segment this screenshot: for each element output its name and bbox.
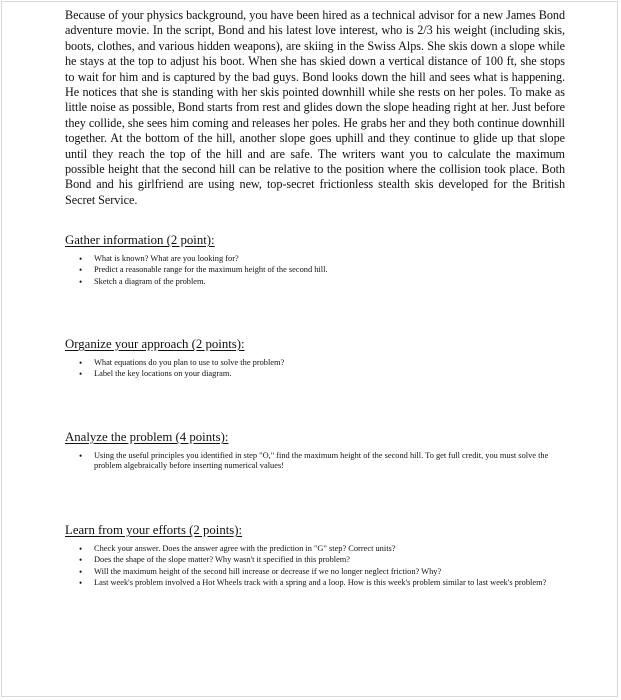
section-learn-from-efforts [65, 522, 565, 589]
section-title-analyze: Analyze the problem (4 points): [65, 430, 229, 444]
bullet-icon: • [79, 555, 83, 566]
list-item: • What equations do you plan to use to solve the problem? [79, 358, 285, 368]
bullet-icon: • [79, 358, 83, 368]
bullet-icon: • [79, 566, 83, 577]
section-title-learn: Learn from your efforts (2 points): [65, 523, 243, 537]
analyze-list [65, 451, 565, 472]
list-item: • Check your answer. Does the answer agree with the prediction in "G" step? Correct units? [79, 544, 396, 554]
organize-list [65, 358, 565, 380]
section-gather-information [65, 232, 565, 288]
list-item: • Sketch a diagram of the problem. [79, 276, 206, 287]
learn-list [65, 544, 565, 588]
section-organize-approach [65, 336, 565, 381]
bullet-icon: • [79, 254, 83, 264]
bullet-icon: • [79, 577, 83, 588]
gather-list [65, 254, 565, 287]
intro-paragraph: Because of your physics background, you have been hired as a technical advisor for a new James Bond adventure movie. In the script, Bond and his latest love interest, who is 2/3 his weight (including skis, boots, clothes, and various hidden weapons), are skiing in the Swiss Alps. She skis down a slope while he stays at the top to adjust his boot. When she has skied down a vertical distance of 100 ft, she stops to wait for him and is captured by the bad guys. Bond looks down the hill and sees what is happening. He notices that she is standing with her skis pointed downhill while she rests on her poles. To make as little noise as possible, Bond starts from rest and glides down the slope heading right at her. Just before they collide, she sees him coming and releases her poles. He grabs her and they both continue downhill together. At the bottom of the hill, another slope goes uphill and they continue to glide up that slope until they reach the top of the hill and are safe. The writers want you to calculate the maximum possible height that the second hill can be relative to the position where the collision took place. Both Bond and his girlfriend are using new, top-secret frictionless stealth skis developed for the British Secret Service. [65, 8, 565, 207]
list-item: • What is known? What are you looking for? [79, 254, 239, 264]
section-analyze-problem [65, 429, 565, 473]
list-item: • Last week's problem involved a Hot Wheels track with a spring and a loop. How is this week's problem similar to last week's problem? [79, 577, 547, 588]
list-item: • Does the shape of the slope matter? Why wasn't it specified in this problem? [79, 555, 351, 566]
list-item: • Predict a reasonable range for the maximum height of the second hill. [79, 265, 328, 276]
list-item: • Label the key locations on your diagram. [79, 369, 232, 380]
section-title-gather: Gather information (2 point): [65, 233, 215, 247]
bullet-icon: • [79, 369, 83, 380]
bullet-icon: • [79, 265, 83, 276]
section-title-organize: Organize your approach (2 points): [65, 337, 245, 351]
bullet-icon: • [79, 276, 83, 287]
list-item: • Using the useful principles you identified in step "O," find the maximum height of the second hill. To get full credit, you must solve the problem algebraically before inserting numerical values! [79, 451, 549, 471]
problem-statement [65, 8, 565, 208]
bullet-icon: • [79, 544, 83, 554]
bullet-icon: • [79, 451, 83, 461]
list-item: • Will the maximum height of the second hill increase or decrease if we no longer neglect friction? Why? [79, 566, 442, 577]
